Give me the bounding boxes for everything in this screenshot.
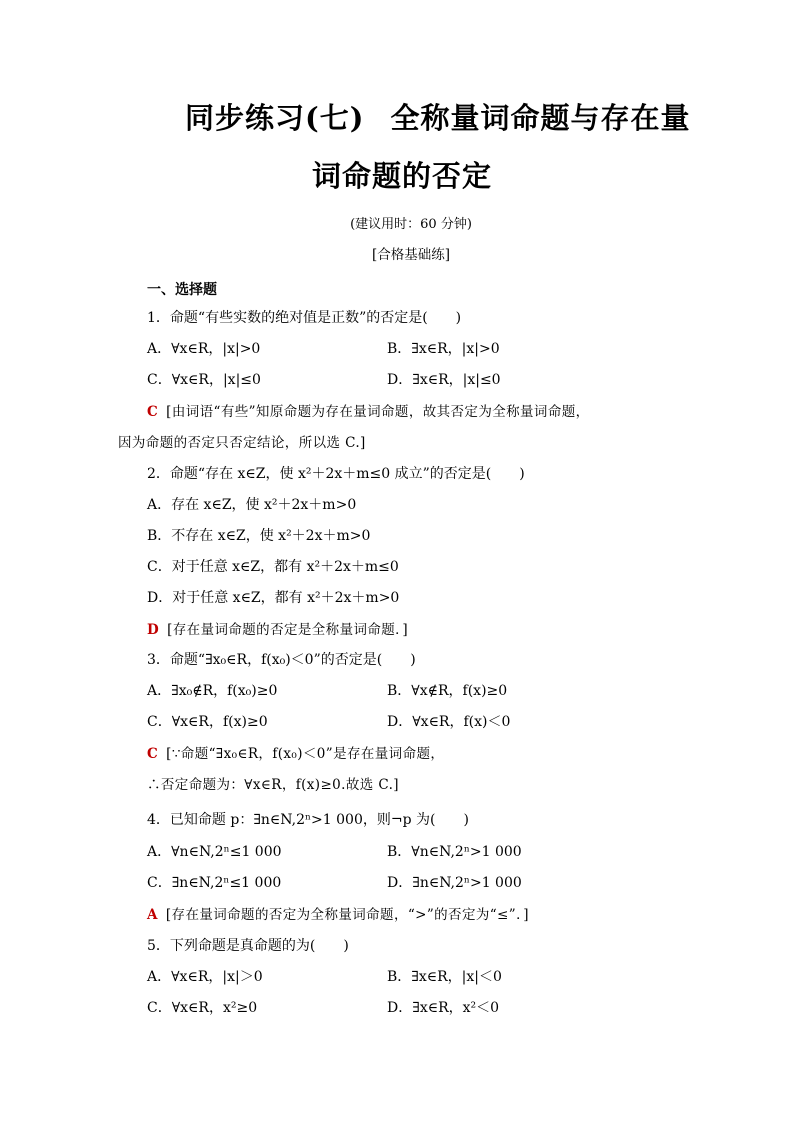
title-part-2: 全称量词命题与存在量 <box>390 101 691 135</box>
question-4-option-d: D．∃n∈N,2ⁿ>1 000 <box>387 875 522 891</box>
question-4-answer <box>147 903 529 923</box>
section-label: 一、选择题 <box>147 282 217 298</box>
question-4-option-a: A．∀n∈N,2ⁿ≤1 000 <box>147 844 282 860</box>
question-2-option-a: A．存在 x∈Z，使 x²＋2x＋m>0 <box>147 497 357 513</box>
question-5-stem: 5．下列命题是真命题的为( ) <box>147 938 349 954</box>
question-1-option-a: A．∀x∈R，|x|>0 <box>147 341 261 357</box>
page-title-line-2: 词命题的否定 <box>312 159 493 193</box>
question-3-answer-text: [∵命题“∃x₀∈R，f(x₀)＜0”是存在量词命题， <box>166 746 445 762</box>
question-1-answer-cont: 因为命题的否定只否定结论，所以选 C.] <box>118 435 366 451</box>
question-3-answer <box>147 742 444 762</box>
question-1-option-d: D．∃x∈R，|x|≤0 <box>387 372 501 388</box>
question-1-answer <box>147 400 590 420</box>
question-3-option-a: A．∃x₀∉R，f(x₀)≥0 <box>147 683 278 699</box>
question-2-answer-key: D <box>147 622 160 638</box>
question-4-answer-key: A <box>147 907 158 923</box>
question-2-option-d: D．对于任意 x∈Z，都有 x²＋2x＋m>0 <box>147 590 400 606</box>
question-4-answer-text: [存在量词命题的否定为全称量词命题，“>”的否定为“≤”．] <box>165 907 529 923</box>
question-1-answer-key: C <box>147 404 159 420</box>
question-3-answer-cont: ∴否定命题为：∀x∈R，f(x)≥0.故选 C.] <box>147 777 399 793</box>
question-1-answer-text: [由词语“有些”知原命题为存在量词命题，故其否定为全称量词命题， <box>166 404 590 420</box>
question-3-answer-key: C <box>147 746 159 762</box>
question-1-option-c: C．∀x∈R，|x|≤0 <box>147 372 261 388</box>
time-hint: (建议用时：60 分钟) <box>350 217 472 232</box>
question-4-stem: 4．已知命题 p：∃n∈N,2ⁿ>1 000，则¬p 为( ) <box>147 812 469 828</box>
question-5-option-c: C．∀x∈R，x²≥0 <box>147 1000 258 1016</box>
question-4-option-b: B．∀n∈N,2ⁿ>1 000 <box>387 844 522 860</box>
question-1-option-b: B．∃x∈R，|x|>0 <box>387 341 500 357</box>
question-2-answer-text: [存在量词命题的否定是全称量词命题．] <box>167 622 408 638</box>
question-5-option-d: D．∃x∈R，x²＜0 <box>387 1000 500 1016</box>
question-1-stem: 1．命题“有些实数的绝对值是正数”的否定是( ) <box>147 310 462 326</box>
question-2-option-c: C．对于任意 x∈Z，都有 x²＋2x＋m≤0 <box>147 559 399 575</box>
title-part-1: 同步练习(七) <box>185 101 365 135</box>
question-3-stem: 3．命题“∃x₀∈R，f(x₀)＜0”的否定是( ) <box>147 652 416 668</box>
question-5-option-b: B．∃x∈R，|x|＜0 <box>387 969 502 985</box>
question-2-option-b: B．不存在 x∈Z，使 x²＋2x＋m>0 <box>147 528 371 544</box>
section-tag: [合格基础练] <box>371 247 451 263</box>
question-2-answer <box>147 618 408 638</box>
question-3-option-c: C．∀x∈R，f(x)≥0 <box>147 714 268 730</box>
question-3-option-b: B．∀x∉R，f(x)≥0 <box>387 683 508 699</box>
question-3-option-d: D．∀x∈R，f(x)＜0 <box>387 714 511 730</box>
page-title-line-1 <box>0 96 794 137</box>
question-5-option-a: A．∀x∈R，|x|＞0 <box>147 969 263 985</box>
question-4-option-c: C．∃n∈N,2ⁿ≤1 000 <box>147 875 282 891</box>
question-2-stem: 2．命题“存在 x∈Z，使 x²＋2x＋m≤0 成立”的否定是( ) <box>147 466 525 482</box>
